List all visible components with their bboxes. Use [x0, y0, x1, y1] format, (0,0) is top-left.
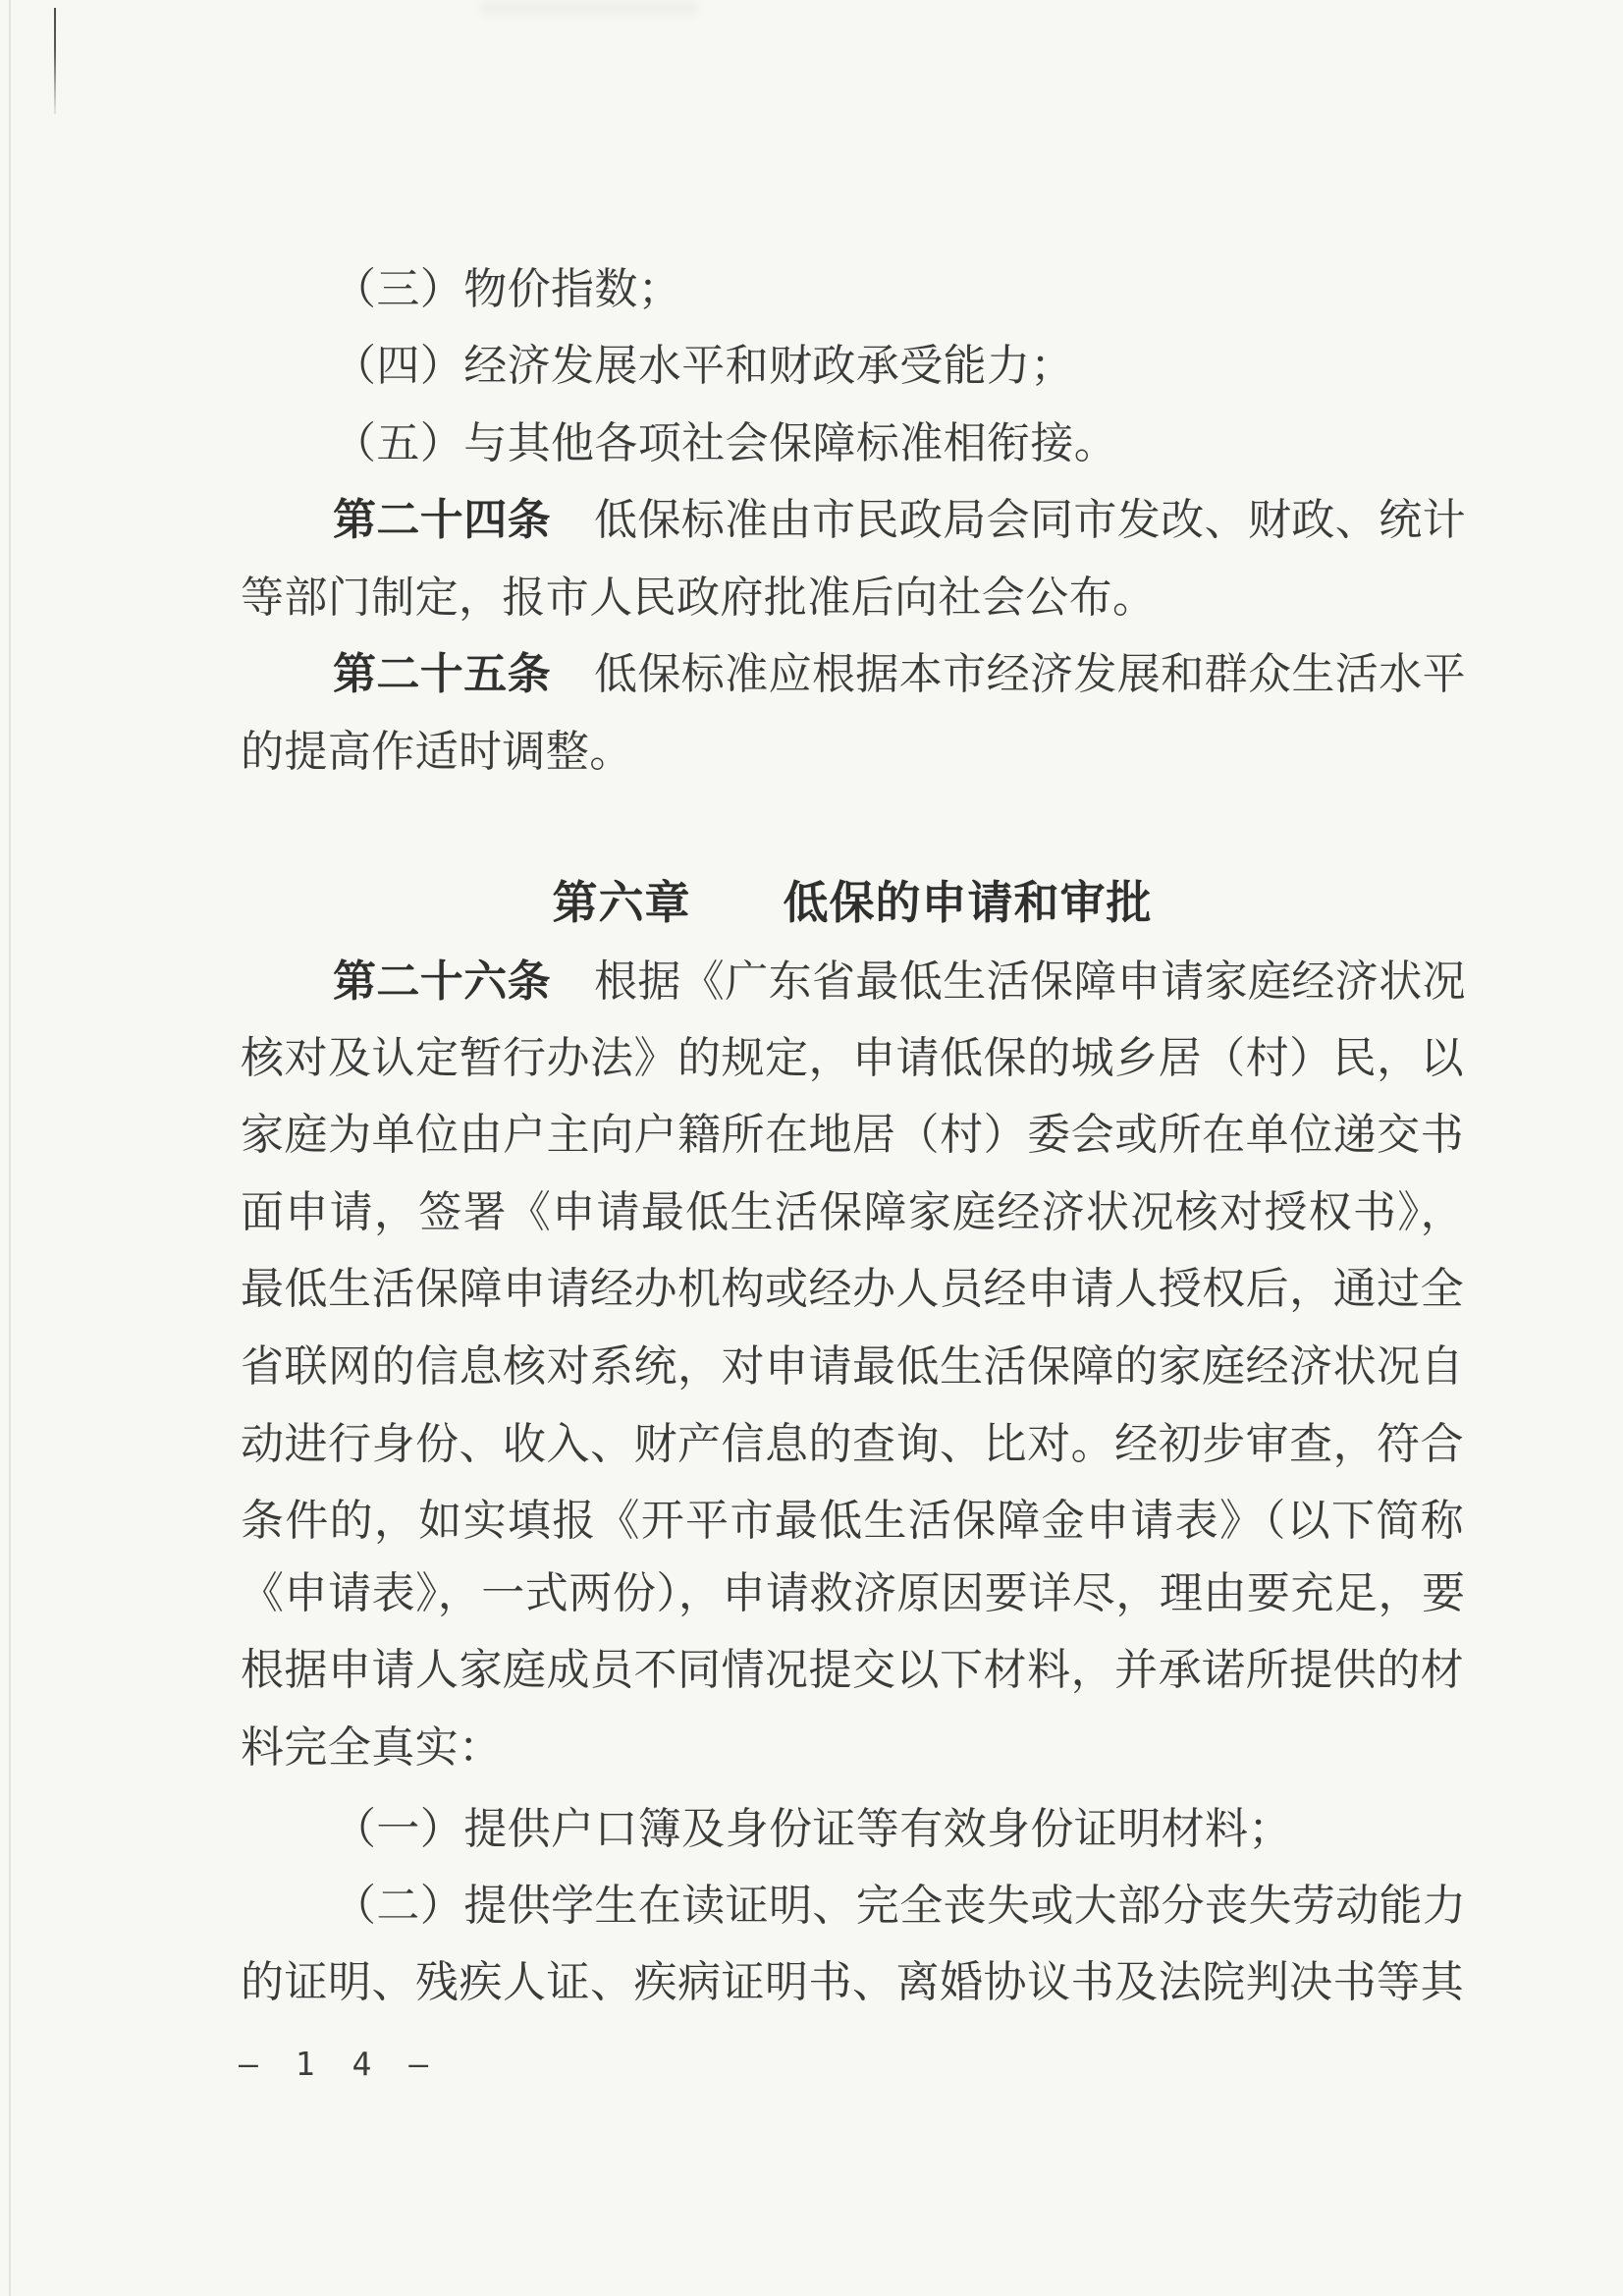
text-line: 省联网的信息核对系统，对申请最低生活保障的家庭经济状况自: [241, 1342, 1464, 1391]
text-line: 根据申请人家庭成员不同情况提交以下材料，并承诺所提供的材: [241, 1646, 1464, 1694]
text-line: （五）与其他各项社会保障标准相衔接。: [333, 419, 1118, 467]
article-number: 第二十四条: [333, 496, 551, 544]
page-number: — 1 4 —: [239, 2045, 438, 2083]
text-line: 动进行身份、收入、财产信息的查询、比对。经初步审查，符合: [241, 1420, 1464, 1468]
text-line: （三）物价指数；: [333, 265, 682, 313]
article-number: 第二十六条: [333, 957, 551, 1006]
text-line: 的提高作适时调整。: [241, 728, 633, 776]
text-line: 《申请表》，一式两份），申请救济原因要详尽，理由要充足，要: [241, 1569, 1464, 1617]
text-line: 料完全真实：: [241, 1723, 503, 1772]
text-line: 家庭为单位由户主向户籍所在地居（村）委会或所在单位递交书: [241, 1111, 1464, 1159]
text-line: [241, 957, 1464, 1007]
pen-mark-artifact: [54, 8, 56, 114]
text-line: 最低生活保障申请经办机构或经办人员经申请人授权后，通过全: [241, 1265, 1464, 1313]
text-line: [241, 496, 1464, 545]
text-line: （四）经济发展水平和财政承受能力；: [333, 342, 1074, 390]
chapter-heading: 第六章 低保的申请和审批: [552, 878, 1153, 928]
scan-smudge: [481, 0, 697, 16]
text-line: 等部门制定，报市人民政府批准后向社会公布。: [241, 574, 1157, 622]
article-text: 根据《广东省最低生活保障申请家庭经济状况: [594, 957, 1466, 1006]
text-line: 核对及认定暂行办法》的规定，申请低保的城乡居（村）民，以: [241, 1034, 1464, 1082]
text-line: （一）提供户口簿及身份证等有效身份证明材料；: [333, 1805, 1292, 1853]
scan-edge-line: [9, 0, 11, 2296]
text-line: （二）提供学生在读证明、完全丧失或大部分丧失劳动能力: [333, 1882, 1467, 1930]
text-line: 面申请，签署《申请最低生活保障家庭经济状况核对授权书》，: [241, 1188, 1464, 1236]
article-number: 第二十五条: [333, 650, 551, 698]
article-text: 低保标准应根据本市经济发展和群众生活水平: [594, 650, 1466, 698]
text-line: 的证明、残疾人证、疾病证明书、离婚协议书及法院判决书等其: [241, 1958, 1464, 2006]
text-line: [241, 650, 1464, 699]
text-line: 条件的，如实填报《开平市最低生活保障金申请表》（以下简称: [241, 1497, 1464, 1545]
article-text: 低保标准由市民政局会同市发改、财政、统计: [594, 496, 1466, 544]
